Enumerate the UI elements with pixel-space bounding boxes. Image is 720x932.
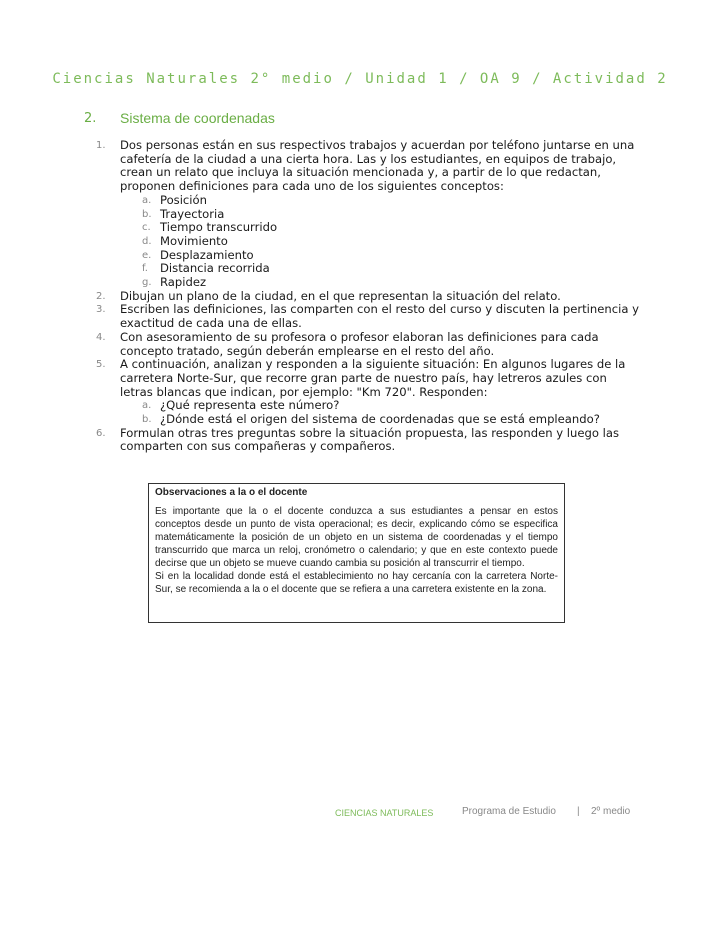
list-item-text: Escriben las definiciones, las comparten con el resto del curso y discuten la pertinencia y exactitud de cada una de ellas. [120,302,639,331]
section-title: Sistema de coordenadas [120,110,275,126]
sub-list-item [120,221,640,235]
sub-list-item-text: Desplazamiento [160,247,254,262]
sub-list-item [120,235,640,249]
sub-list-item [120,262,640,276]
footer-program: Programa de Estudio [462,806,556,817]
observations-paragraph: Es importante que la o el docente conduzca a sus estudiantes a pensar en estos conceptos desde un punto de vista operacional; es decir, explicando cómo se especifica matemáticamente la posición de un objeto en un sistema de coordenadas y el tiempo transcurrido que marca un reloj, cronómetro o calendario; y que en este contexto puede decirse que un objeto se mueve cuando cambia su posición al transcurrir el tiempo. [155,506,558,569]
list-item-text: Dibujan un plano de la ciudad, en el que representan la situación del relato. [120,288,561,303]
sub-list-marker: g. [142,277,152,289]
sub-list-item-text: ¿Dónde está el origen del sistema de coordenadas que se está empleando? [160,412,600,427]
sub-list-item-text: Tiempo transcurrido [160,220,278,235]
sub-list-marker: b. [142,414,152,426]
sub-list-item-text: Posición [160,192,207,207]
sub-list-item [120,194,640,208]
sub-list-item [120,413,640,427]
sub-list-marker: e. [142,249,152,261]
list-item [96,425,640,454]
list-item [96,288,640,304]
sub-list-item [120,276,640,290]
list-item [96,302,640,331]
sub-list-item-text: ¿Qué representa este número? [160,398,340,413]
sub-list-marker: a. [142,400,152,412]
list-item-text: Formulan otras tres preguntas sobre la situación propuesta, las responden y luego las comparten con sus compañeras y compañeros. [120,425,619,454]
page-header: Ciencias Naturales 2° medio / Unidad 1 / OA 9 / Actividad 2 [52,71,668,87]
list-marker: 5. [96,359,106,371]
list-item [96,329,640,358]
list-item-text: A continuación, analizan y responden a la siguiente situación: En algunos lugares de la carretera Norte-Sur, que recorre gran parte de nuestro país, hay letreros azules con letras blancas que indican, por ejemplo: "Km 720". Responden: [120,357,626,399]
list-marker: 1. [96,140,106,151]
list-item [96,357,640,399]
sub-list-item [120,208,640,222]
sub-list-item-text: Rapidez [160,275,207,290]
footer-subject: CIENCIAS NATURALES [335,808,434,818]
list-item-text: Dos personas están en sus respectivos trabajos y acuerdan por teléfono juntarse en una cafetería de la ciudad a una cierta hora. Las y los estudiantes, en equipos de trabajo, crean un relato que incluya la situación mencionada y, a partir de lo que redactan, proponen definiciones para cada uno de los siguientes conceptos: [120,138,635,194]
sub-list-marker: b. [142,208,152,220]
sub-list-item-text: Distancia recorrida [160,261,270,276]
section-number: 2. [84,111,97,126]
list-marker: 3. [96,304,106,316]
sub-list-item [120,249,640,263]
observations-paragraph: Si en la localidad donde está el establecimiento no hay cercanía con la carretera Norte-Sur, se recomienda a la o el docente que se refiera a una carretera existente en la zona. [155,571,558,595]
sub-list-marker: d. [142,235,152,247]
list-item-text: Con asesoramiento de su profesora o profesor elaboran las definiciones para cada concepto tratado, según deberán emplearse en el resto del año. [120,329,599,358]
list-marker: 6. [96,427,106,439]
teacher-observations-box [148,483,565,623]
sub-list-marker: a. [142,194,152,206]
list-marker: 4. [96,331,106,343]
sub-list-item-text: Trayectoria [160,206,225,221]
sub-list-item-text: Movimiento [160,233,228,248]
observations-title: Observaciones a la o el docente [155,487,308,498]
footer-grade: 2º medio [591,806,631,817]
list-item [96,138,640,194]
sub-list-marker: c. [142,222,151,234]
sub-list-item [120,399,640,413]
activity-list [96,138,640,454]
sub-list-marker: f. [142,263,148,275]
list-marker: 2. [96,290,106,302]
footer-separator: | [577,806,580,817]
